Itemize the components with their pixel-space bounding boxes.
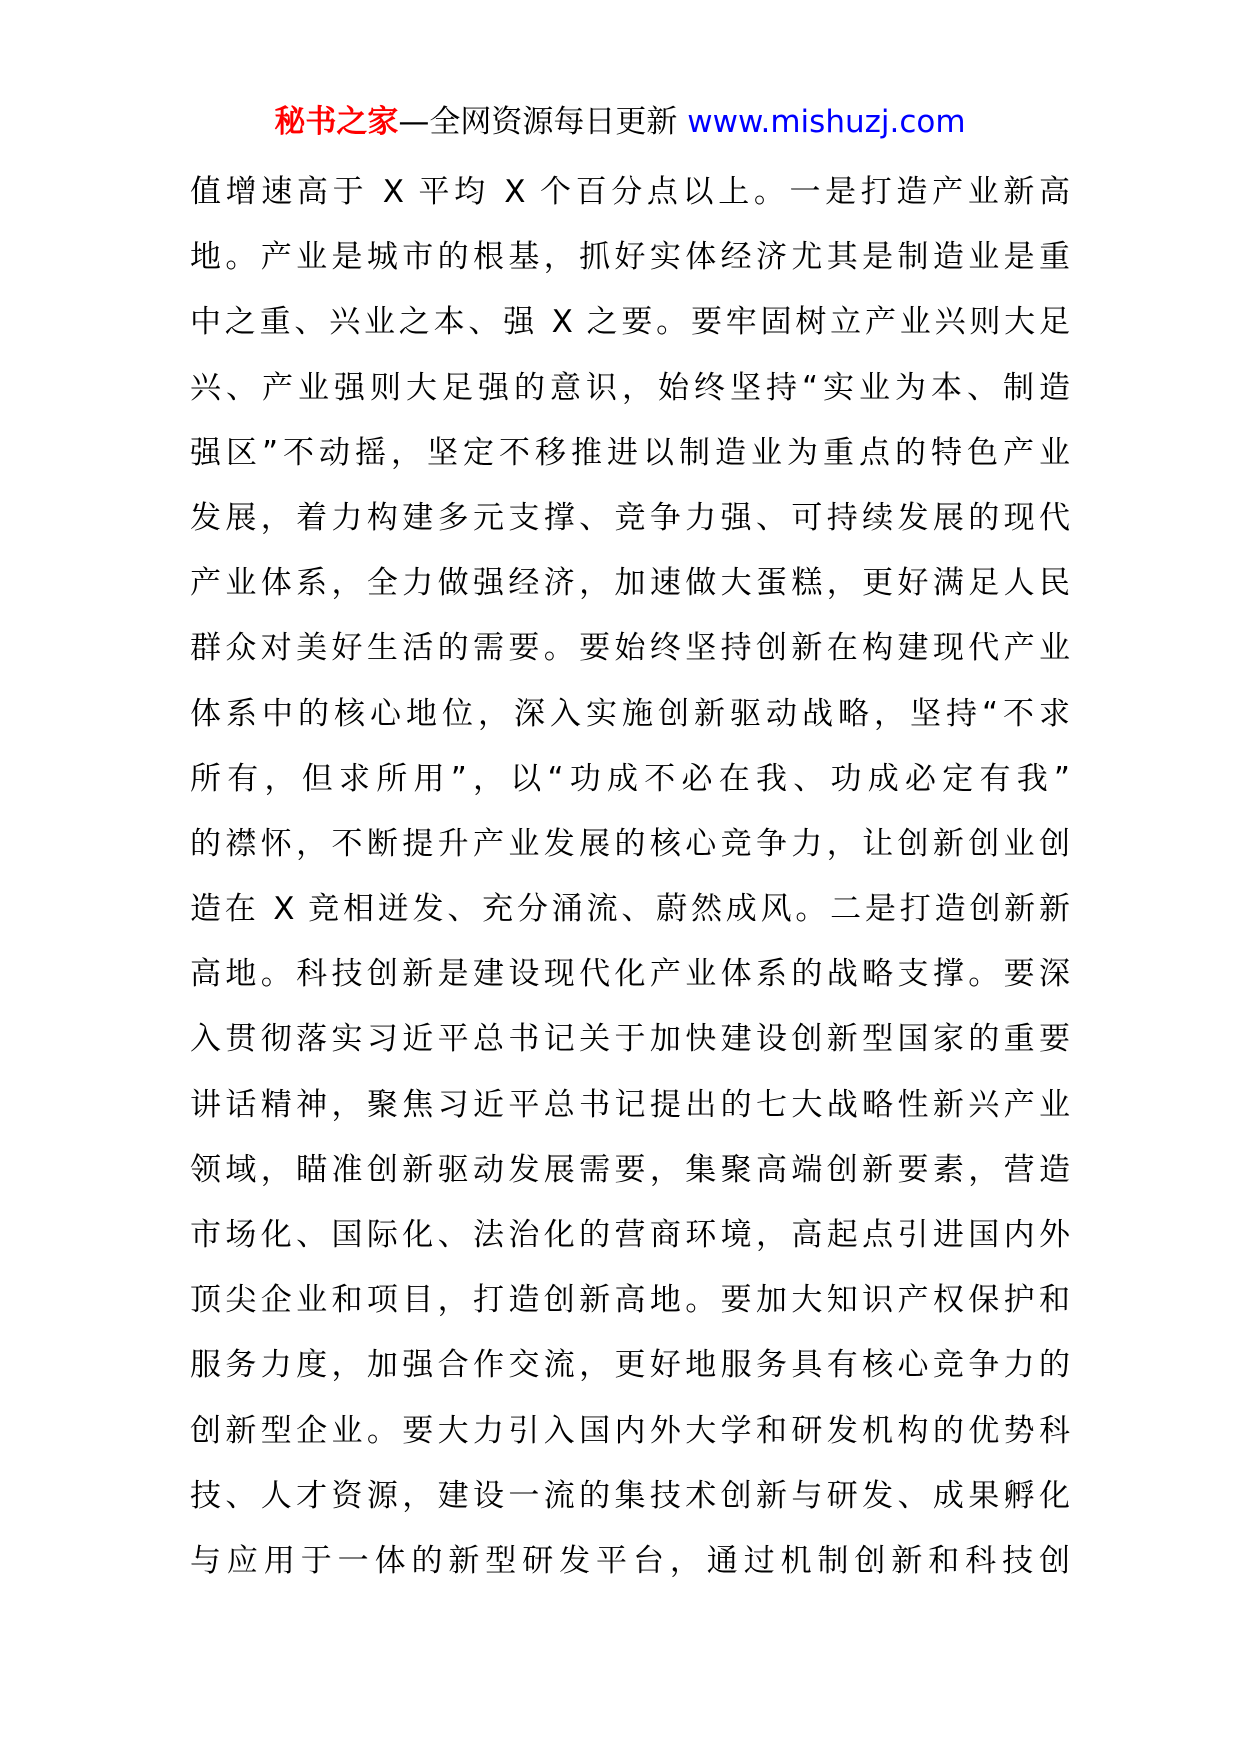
body-line: 兴、产业强则大足强的意识，始终坚持“实业为本、制造: [190, 369, 1070, 406]
body-line: 入贯彻落实习近平总书记关于加快建设创新型国家的重要: [190, 1021, 1070, 1058]
body-line: 讲话精神，聚焦习近平总书记提出的七大战略性新兴产业: [190, 1086, 1070, 1123]
body-line: 中之重、兴业之本、强 X 之要。要牢固树立产业兴则大足: [190, 304, 1070, 341]
body-line: 地。产业是城市的根基，抓好实体经济尤其是制造业是重: [190, 239, 1070, 276]
body-line: 领域，瞄准创新驱动发展需要，集聚高端创新要素，营造: [190, 1151, 1070, 1188]
site-tagline: —全网资源每日更新: [398, 104, 688, 140]
site-url[interactable]: www.mishuzj.com: [687, 104, 966, 140]
body-line: 群众对美好生活的需要。要始终坚持创新在构建现代产业: [190, 630, 1070, 667]
body-line: 创新型企业。要大力引入国内外大学和研发机构的优势科: [190, 1412, 1070, 1449]
body-line: 强区”不动摇，坚定不移推进以制造业为重点的特色产业: [190, 434, 1070, 471]
body-line: 体系中的核心地位，深入实施创新驱动战略，坚持“不求: [190, 695, 1070, 732]
site-header: [0, 100, 1240, 144]
body-line: 产业体系，全力做强经济，加速做大蛋糕，更好满足人民: [190, 565, 1070, 602]
body-line: 值增速高于 X 平均 X 个百分点以上。一是打造产业新高: [190, 174, 1070, 210]
site-brand: 秘书之家: [274, 104, 399, 140]
body-line: 服务力度，加强合作交流，更好地服务具有核心竞争力的: [190, 1347, 1070, 1384]
body-line: 顶尖企业和项目，打造创新高地。要加大知识产权保护和: [190, 1282, 1070, 1319]
document-body: [190, 160, 1070, 1594]
body-line: 的襟怀，不断提升产业发展的核心竞争力，让创新创业创: [190, 825, 1070, 862]
body-line: 所有，但求所用”，以“功成不必在我、功成必定有我”: [190, 760, 1070, 797]
body-line: 造在 X 竞相迸发、充分涌流、蔚然成风。二是打造创新新: [190, 891, 1070, 928]
body-line: 发展，着力构建多元支撑、竞争力强、可持续发展的现代: [190, 499, 1070, 536]
body-line: 市场化、国际化、法治化的营商环境，高起点引进国内外: [190, 1217, 1070, 1253]
body-line: 高地。科技创新是建设现代化产业体系的战略支撑。要深: [190, 956, 1070, 993]
body-line: 与应用于一体的新型研发平台，通过机制创新和科技创: [190, 1542, 1070, 1579]
body-line: 技、人才资源，建设一流的集技术创新与研发、成果孵化: [190, 1477, 1070, 1514]
